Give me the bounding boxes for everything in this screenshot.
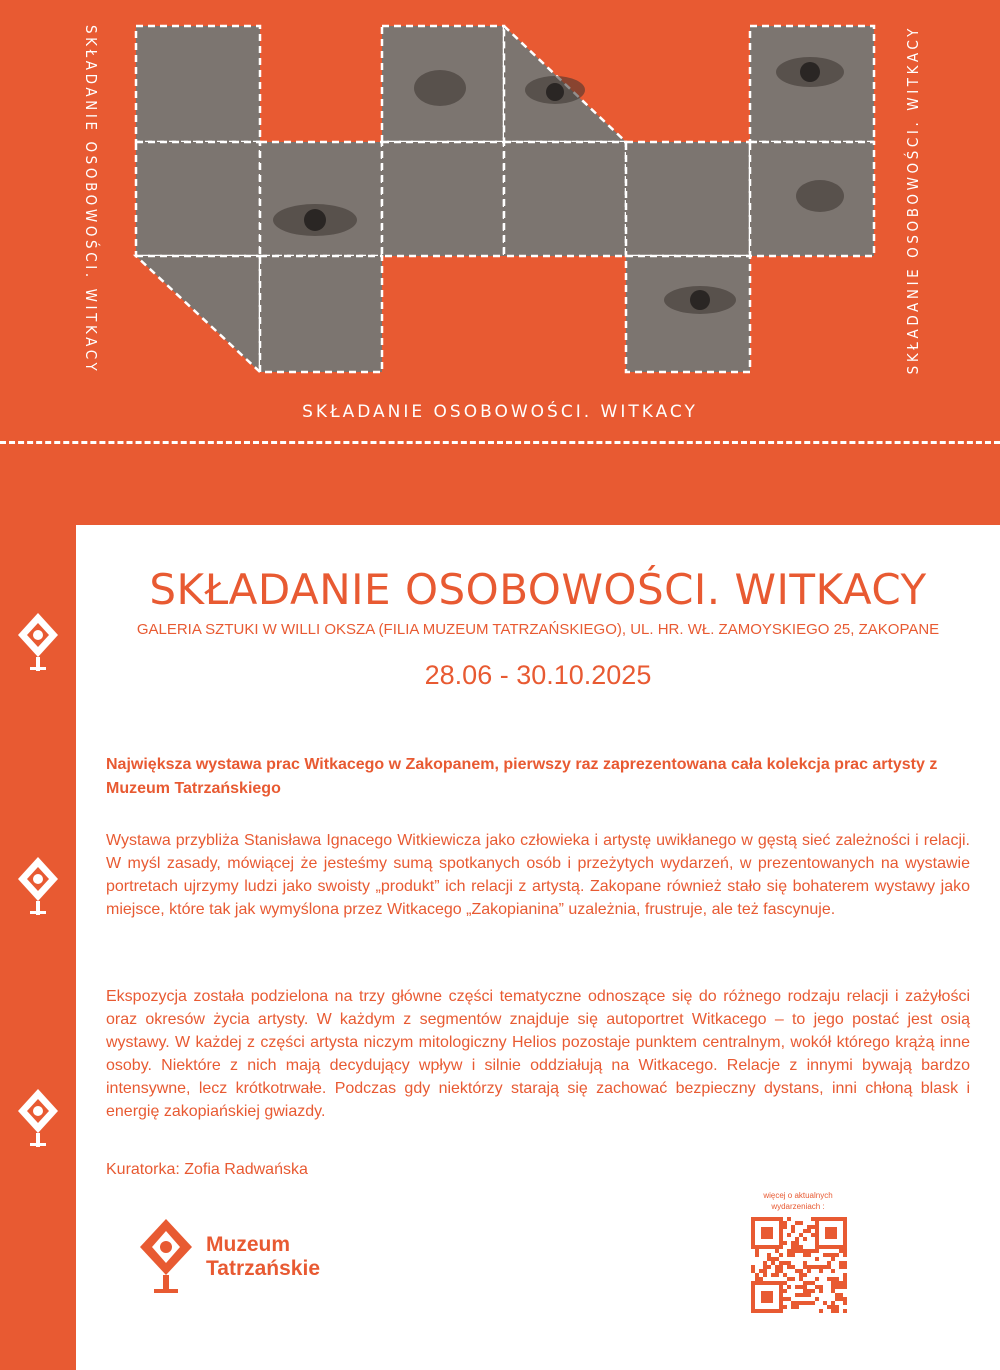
body-paragraph-2: Ekspozycja została podzielona na trzy główne części tematyczne odnoszące się do różnego rodzaju relacji i zażyłości oraz okresów życia artysty. W każdym z segmentów znajduje się autoportret Witkacego – to jego postać jest osią wystawy. W każdej z części artysta niczym mitologiczny Helios pozostaje punktem centralnym, wokół którego krążą inne osoby. Niektóre z nich mają decydujący wpływ i silnie oddziałują na Witkacego. Relacje z innymi bywają bardzo intensywne, lecz krótkotrwałe. Podczas gdy niektórzy starają się zachować bezpieczny dystans, inni chłoną blask i energię zakopiańskiej gwiazdy. [106, 988, 970, 1120]
exhibition-dates: 28.06 - 30.10.2025 [424, 660, 652, 690]
museum-emblem-icon [14, 1087, 62, 1151]
museum-emblem-icon [14, 855, 62, 919]
face-tile-shoulder [504, 142, 626, 256]
museum-name-line1: Muzeum [206, 1233, 290, 1256]
museum-name-line2: Tatrzańskie [206, 1257, 320, 1280]
lead-paragraph: Największa wystawa prac Witkacego w Zakopanem, pierwszy raz zaprezentowana cała kolekcja prac artysty z Muzeum Tatrzańskiego [106, 756, 938, 797]
museum-name [206, 1233, 320, 1281]
side-strip [0, 525, 76, 1370]
face-tile-lips-2 [626, 142, 750, 256]
body-paragraph-1: Wystawa przybliża Stanisława Ignacego Witkiewicza jako człowieka i artystę uwikłanego w gęstą sieć zależności i relacji. W myśl zasady, mówiącej że jesteśmy sumą spotkanych osób i przeżytych wydarzeń, w prezentowanych na wystawie portretach ujrzymy ludzi jako swoisty „produkt” ich relacji z artystą. Zakopane również stało się bohaterem wystawy jako miejsce, które tak jak wymyślona przez Witkacego „Zakopianina” uzależnia, frustruje, ale też fascynuje. [106, 832, 970, 918]
museum-logo-icon [134, 1215, 198, 1297]
dashed-divider [0, 441, 1000, 444]
qr-caption: więcej o aktualnych wydarzeniach : [763, 1191, 833, 1211]
exhibition-venue: GALERIA SZTUKI W WILLI OKSZA (FILIA MUZEUM TATRZAŃSKIEGO), UL. HR. WŁ. ZAMOYSKIEGO 25, ZAKOPANE [136, 621, 940, 638]
museum-emblem-icon [14, 611, 62, 675]
vertical-title-left: SKŁADANIE OSOBOWOŚCI. WITKACY [82, 25, 100, 375]
face-tile-eye-3 [626, 256, 750, 372]
face-tile-eye [260, 142, 382, 256]
poster-banner [0, 0, 1000, 525]
qr-code[interactable] [751, 1217, 847, 1313]
exhibition-title: SKŁADANIE OSOBOWOŚCI. WITKACY [149, 565, 927, 614]
face-tile-chin [136, 256, 260, 372]
vertical-title-right: SKŁADANIE OSOBOWOŚCI. WITKACY [904, 25, 922, 375]
banner-caption: SKŁADANIE OSOBOWOŚCI. WITKACY [302, 402, 698, 422]
face-tile-hair [260, 256, 382, 372]
curator-credit: Kuratorka: Zofia Radwańska [106, 1161, 308, 1178]
face-tile-dark [136, 142, 260, 256]
face-collage [0, 0, 1000, 460]
info-panel [76, 525, 1000, 1370]
face-tile-mouth [382, 142, 504, 256]
face-tile-lips [136, 26, 260, 142]
